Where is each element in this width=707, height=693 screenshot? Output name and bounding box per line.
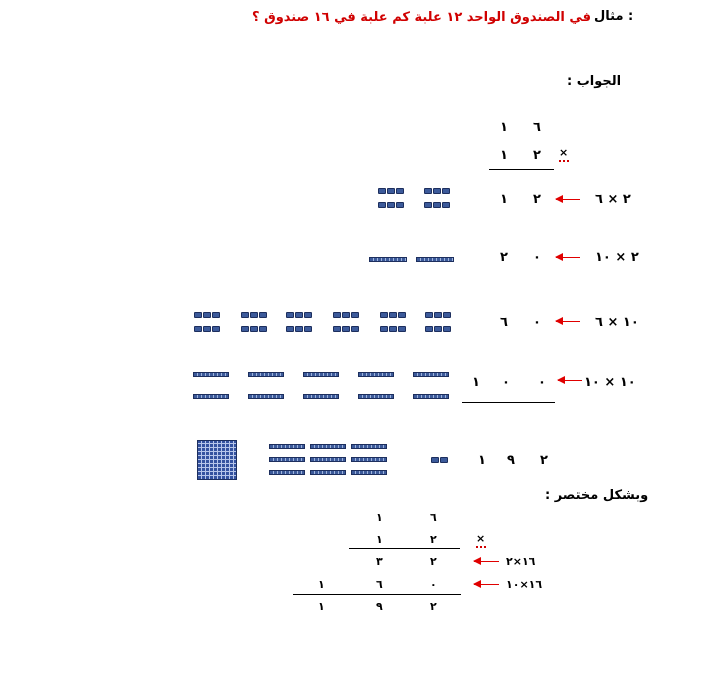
partial2-ones: ٠ <box>533 250 541 265</box>
rod <box>358 394 394 399</box>
divider-line <box>462 402 555 403</box>
rod <box>248 394 284 399</box>
arrow-3 <box>556 321 580 322</box>
question-text: في الصندوق الواحد ١٢ علبة كم علبة في ١٦ صندوق ؟ <box>252 10 591 25</box>
rod <box>303 394 339 399</box>
rod <box>269 457 305 462</box>
partial3-tens: ٦ <box>500 315 508 330</box>
short-top-tens: ١ <box>376 511 383 524</box>
short-row2-tens: ٦ <box>376 578 383 591</box>
rod <box>248 372 284 377</box>
short-bottom-tens: ١ <box>376 533 383 546</box>
answer-label: الجواب : <box>567 74 622 89</box>
rod <box>351 444 387 449</box>
partial2-tens: ٢ <box>500 250 508 265</box>
divider-line <box>293 594 461 595</box>
rod <box>310 470 346 475</box>
short-row1-expression: ١٦×٢ <box>506 555 536 568</box>
rod <box>369 257 407 262</box>
bottom-digit-ones: ٢ <box>533 148 541 163</box>
arrow-4 <box>558 380 582 381</box>
divider-line <box>489 169 554 170</box>
partial4-hundreds: ١ <box>472 375 480 390</box>
question-label: مثال : <box>594 9 634 24</box>
total-tens: ٩ <box>507 453 515 468</box>
partial3-expression: ١٠ × ٦ <box>595 315 639 330</box>
rod <box>351 470 387 475</box>
rod <box>269 444 305 449</box>
partial1-tens: ١ <box>500 192 508 207</box>
units-row3 <box>194 312 454 334</box>
arrow-short-1 <box>474 561 499 562</box>
partial1-ones: ٢ <box>533 192 541 207</box>
rod <box>269 470 305 475</box>
rod <box>193 394 229 399</box>
short-row1-tens: ٣ <box>376 555 383 568</box>
total-ones: ٢ <box>540 453 548 468</box>
rod <box>351 457 387 462</box>
rod <box>358 372 394 377</box>
partial4-tens: ٠ <box>502 375 510 390</box>
rod <box>303 372 339 377</box>
rod <box>310 444 346 449</box>
short-result-tens: ٩ <box>376 600 383 613</box>
multiply-sign: × <box>559 146 569 162</box>
short-row2-expression: ١٦×١٠ <box>506 578 543 591</box>
top-digit-ones: ٦ <box>533 120 541 135</box>
partial3-ones: ٠ <box>533 315 541 330</box>
partial4-ones: ٠ <box>538 375 546 390</box>
short-bottom-ones: ٢ <box>430 533 437 546</box>
top-digit-tens: ١ <box>500 120 508 135</box>
short-result-ones: ٢ <box>430 600 437 613</box>
total-hundreds: ١ <box>478 453 486 468</box>
partial2-expression: ٢ × ١٠ <box>595 250 639 265</box>
short-result-hundreds: ١ <box>318 600 325 613</box>
arrow-1 <box>556 199 580 200</box>
short-form-label: وبشكل مختصر : <box>545 488 649 503</box>
rod <box>193 372 229 377</box>
hundred-flat <box>197 440 237 480</box>
rod <box>413 394 449 399</box>
bottom-digit-tens: ١ <box>500 148 508 163</box>
partial4-expression: ١٠ × ١٠ <box>584 375 636 390</box>
short-row2-ones: ٠ <box>430 578 437 591</box>
arrow-2 <box>556 257 580 258</box>
short-multiply-sign: × <box>476 532 486 548</box>
short-row1-ones: ٢ <box>430 555 437 568</box>
rod <box>416 257 454 262</box>
short-row2-hundreds: ١ <box>318 578 325 591</box>
short-top-ones: ٦ <box>430 511 437 524</box>
unit-block <box>440 457 448 463</box>
rod <box>310 457 346 462</box>
unit-block <box>431 457 439 463</box>
divider-line <box>349 548 460 549</box>
arrow-short-2 <box>474 584 499 585</box>
rod <box>413 372 449 377</box>
partial1-expression: ٢ × ٦ <box>595 192 631 207</box>
